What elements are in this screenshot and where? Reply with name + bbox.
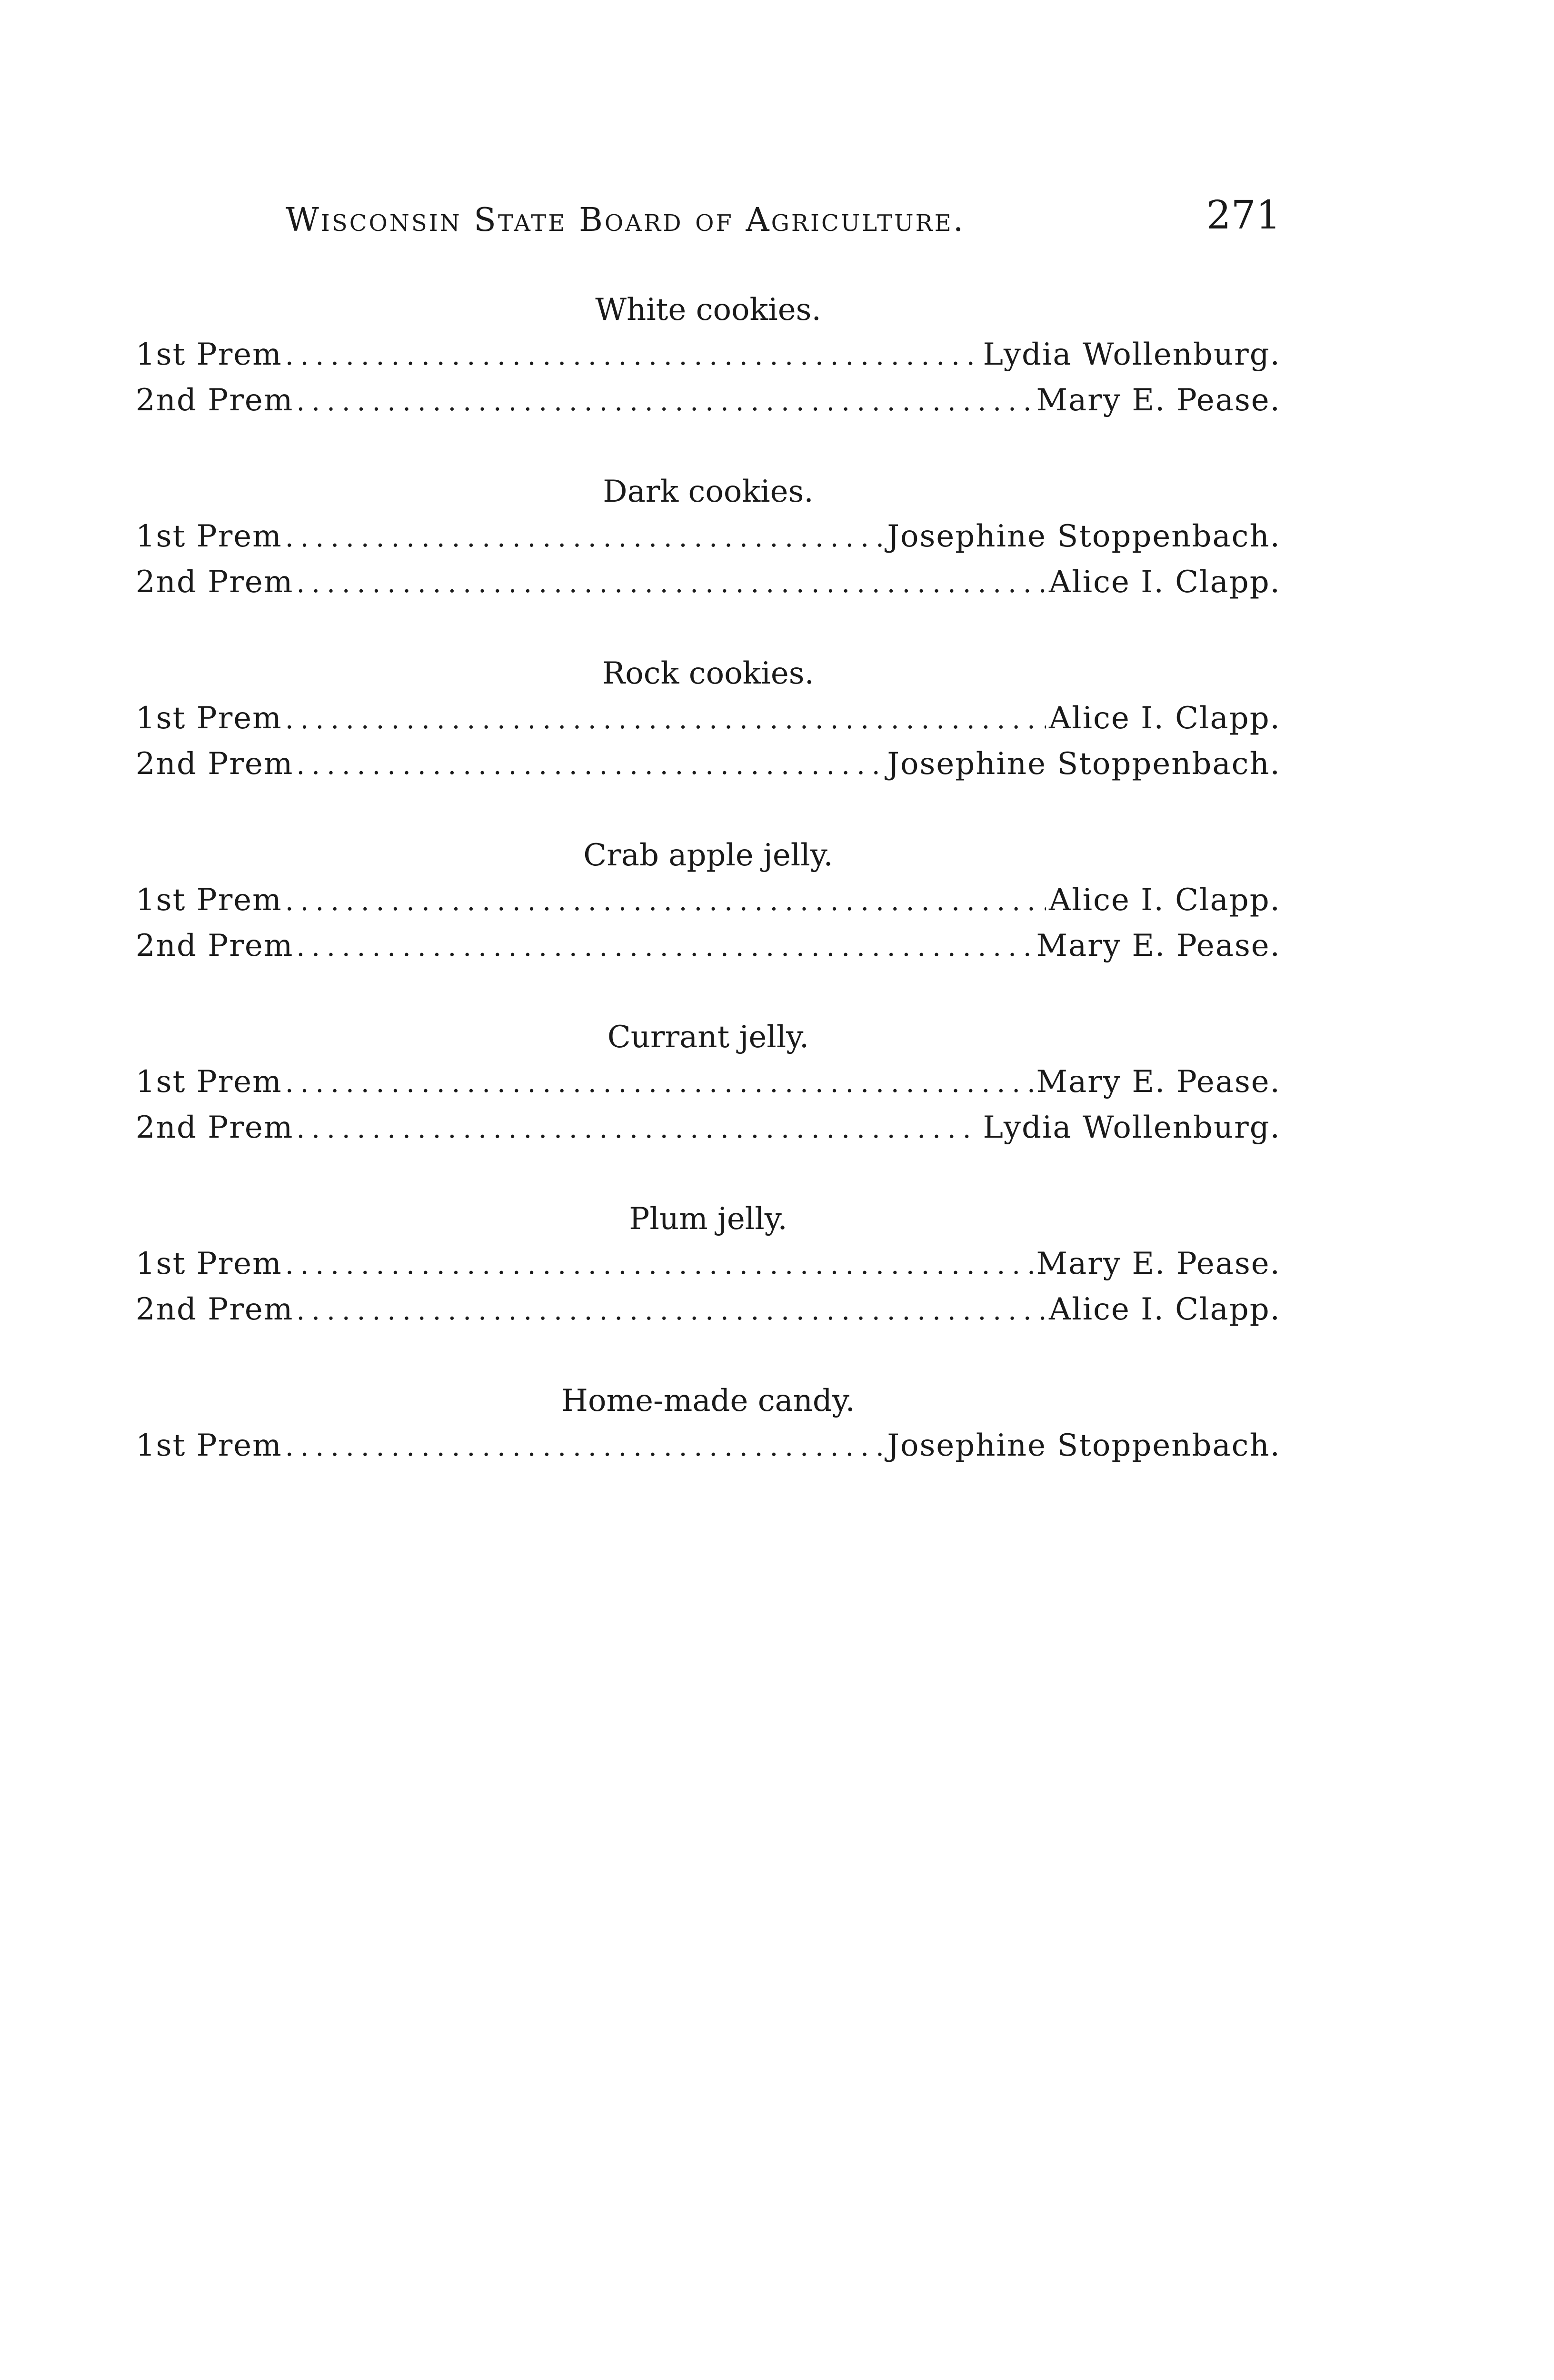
- premium-entry: [136, 1059, 1281, 1105]
- winner-name: Lydia Wollenburg.: [983, 1110, 1281, 1145]
- premium-entry: [136, 514, 1281, 559]
- dot-leader: [285, 515, 885, 561]
- running-title: Wisconsin State Board of Agriculture.: [286, 201, 966, 239]
- winner-name: Josephine Stoppenbach.: [887, 519, 1281, 554]
- premium-label: 1st Prem: [136, 1246, 282, 1281]
- premium-entry: [136, 1423, 1281, 1468]
- section-heading: Rock cookies.: [602, 656, 814, 691]
- premium-label: 1st Prem: [136, 701, 282, 736]
- page-number: 271: [1206, 193, 1281, 238]
- premium-entry: [136, 377, 1281, 423]
- dot-leader: [285, 697, 1046, 743]
- section-heading: Crab apple jelly.: [583, 838, 833, 873]
- section-home-made-candy: [136, 1379, 1281, 1561]
- winner-name: Josephine Stoppenbach.: [887, 746, 1281, 782]
- premium-label: 1st Prem: [136, 1428, 282, 1463]
- dot-leader: [296, 379, 1033, 425]
- dot-leader: [285, 333, 980, 379]
- premium-entry: [136, 1241, 1281, 1287]
- premium-label: 2nd Prem: [136, 1292, 294, 1327]
- dot-leader: [285, 1424, 885, 1470]
- winner-name: Mary E. Pease.: [1036, 928, 1281, 963]
- premium-label: 1st Prem: [136, 337, 282, 372]
- winner-name: Alice I. Clapp.: [1048, 883, 1281, 918]
- premium-label: 2nd Prem: [136, 1110, 294, 1145]
- section-rock-cookies: [136, 652, 1281, 833]
- premium-label: 1st Prem: [136, 519, 282, 554]
- premium-entry: [136, 695, 1281, 741]
- premium-entry: [136, 559, 1281, 605]
- section-crab-apple-jelly: [136, 833, 1281, 1015]
- winner-name: Alice I. Clapp.: [1048, 701, 1281, 736]
- premium-list: [136, 288, 1281, 1561]
- winner-name: Mary E. Pease.: [1036, 1246, 1281, 1281]
- winner-name: Josephine Stoppenbach.: [887, 1428, 1281, 1463]
- winner-name: Mary E. Pease.: [1036, 1064, 1281, 1100]
- dot-leader: [296, 743, 884, 788]
- section-white-cookies: [136, 288, 1281, 470]
- premium-entry: [136, 1287, 1281, 1332]
- winner-name: Lydia Wollenburg.: [983, 337, 1281, 372]
- premium-label: 1st Prem: [136, 883, 282, 918]
- section-heading: Currant jelly.: [607, 1020, 809, 1055]
- premium-entry: [136, 923, 1281, 969]
- running-head: [286, 193, 1281, 245]
- winner-name: Alice I. Clapp.: [1048, 1292, 1281, 1327]
- section-heading: White cookies.: [595, 292, 821, 327]
- dot-leader: [285, 1242, 1034, 1288]
- dot-leader: [296, 924, 1033, 970]
- premium-label: 1st Prem: [136, 1064, 282, 1100]
- premium-label: 2nd Prem: [136, 565, 294, 600]
- winner-name: Alice I. Clapp.: [1048, 565, 1281, 600]
- dot-leader: [285, 879, 1046, 924]
- dot-leader: [296, 561, 1046, 606]
- winner-name: Mary E. Pease.: [1036, 383, 1281, 418]
- premium-entry: [136, 1105, 1281, 1150]
- premium-entry: [136, 877, 1281, 923]
- premium-label: 2nd Prem: [136, 383, 294, 418]
- section-heading: Home-made candy.: [561, 1383, 855, 1418]
- section-currant-jelly: [136, 1015, 1281, 1197]
- section-heading: Plum jelly.: [629, 1201, 787, 1237]
- premium-label: 2nd Prem: [136, 746, 294, 782]
- dot-leader: [285, 1061, 1034, 1106]
- premium-label: 2nd Prem: [136, 928, 294, 963]
- premium-entry: [136, 332, 1281, 377]
- premium-entry: [136, 741, 1281, 787]
- section-dark-cookies: [136, 470, 1281, 652]
- dot-leader: [296, 1106, 980, 1152]
- dot-leader: [296, 1288, 1046, 1334]
- section-plum-jelly: [136, 1197, 1281, 1379]
- section-heading: Dark cookies.: [603, 474, 814, 509]
